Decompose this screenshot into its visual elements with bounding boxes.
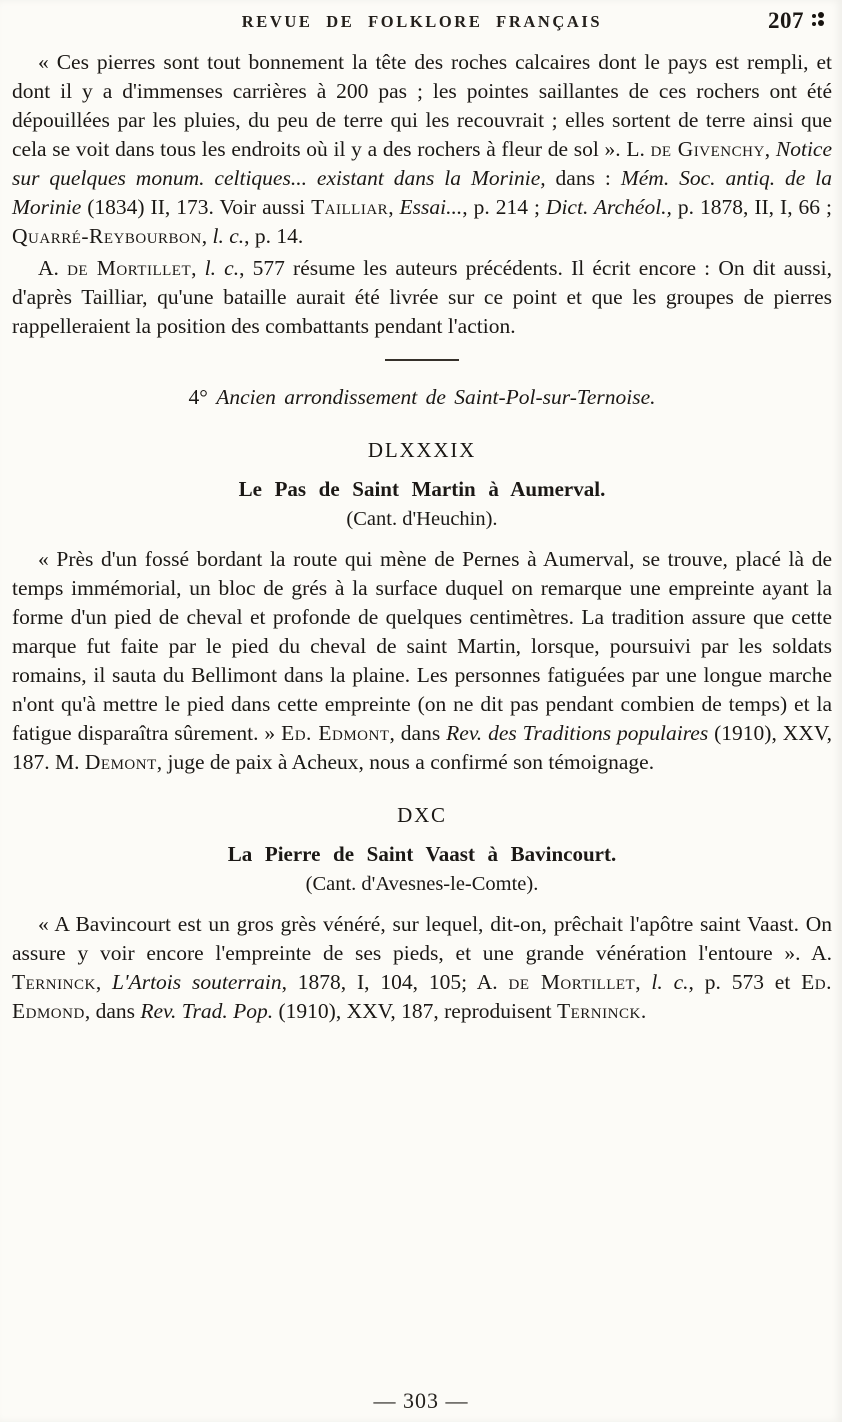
footer-page-number: — 303 — <box>373 1388 469 1413</box>
entry-canton: (Cant. d'Heuchin). <box>346 508 498 530</box>
entry-canton: (Cant. d'Avesnes-le-Comte). <box>305 873 539 895</box>
intro-paragraph-2: A. de Mortillet, l. c., 577 résume les auteurs précédents. Il écrit encore : On dit aussi, d'après Tailliar, qu'une bataille aurait été livrée sur ce point et que les groupes de pierres rappelleraient la position des combattants pendant l'action. <box>12 256 832 338</box>
entry-number: DXC <box>397 803 447 827</box>
entry-dlxxxix <box>12 436 832 777</box>
entry-title: Le Pas de Saint Martin à Aumerval. <box>238 477 606 501</box>
intro-paragraph-1: « Ces pierres sont tout bonnement la tête des roches calcaires dont le pays est rempli, et dont il y a d'immenses carrières à 200 pas ; les pointes saillantes de ces rochers ont été dépouillées par les pluies, du peu de terre qui les recouvrait ; elles sortent de terre ainsi que cela se voit dans tous les endroits où il y a des rochers à fleur de sol ». L. de Givenchy, Notice sur quelques monum. celtiques... existant dans la Morinie, dans : Mém. Soc. antiq. de la Morinie (1834) II, 173. Voir aussi Tailliar, Essai..., p. 214 ; Dict. Archéol., p. 1878, II, I, 66 ; Quarré-Reybourbon, l. c., p. 14. <box>12 50 833 248</box>
journal-title: REVUE DE FOLKLORE FRANÇAIS <box>241 12 603 31</box>
section-divider <box>385 359 459 361</box>
section-heading: 4° Ancien arrondissement de Saint-Pol-sur-Ternoise. <box>188 385 656 409</box>
ink-smudge-artifact <box>810 11 826 31</box>
entry-dxc <box>12 801 832 1026</box>
page-number: 207 <box>768 8 804 33</box>
entry-body: « A Bavincourt est un gros grès vénéré, sur lequel, dit-on, prêchait l'apôtre saint Vaast. On assure y voir encore l'empreinte de ses pieds, et une grande vénération l'entoure ». A. Terninck, L'Artois souterrain, 1878, I, 104, 105; A. de Mortillet, l. c., p. 573 et Ed. Edmond, dans Rev. Trad. Pop. (1910), XXV, 187, reproduisent Terninck. <box>12 912 832 1023</box>
page-footer <box>0 1388 842 1414</box>
entry-number: DLXXXIX <box>367 438 477 462</box>
page-body <box>12 48 832 1026</box>
page-header <box>12 8 832 42</box>
entry-title: La Pierre de Saint Vaast à Bavincourt. <box>227 842 617 866</box>
entry-body: « Près d'un fossé bordant la route qui mène de Pernes à Aumerval, se trouve, placé là de temps immémorial, un bloc de grés à la surface duquel on remarque une empreinte ayant la forme d'un pied de cheval et profonde de quelques centimètres. La tradition assure que cette marque fut faite par le pied du cheval de saint Martin, lorsque, poursuivi par les soldats romains, il sauta du Bellimont dans la plaine. Les personnes fatiguées par une longue marche n'ont qu'à mettre le pied dans cette empreinte (on ne dit pas pendant combien de temps) et la fatigue disparaîtra sûrement. » Ed. Edmont, dans Rev. des Traditions populaires (1910), XXV, 187. M. Demont, juge de paix à Acheux, nous a confirmé son témoignage. <box>12 547 832 774</box>
